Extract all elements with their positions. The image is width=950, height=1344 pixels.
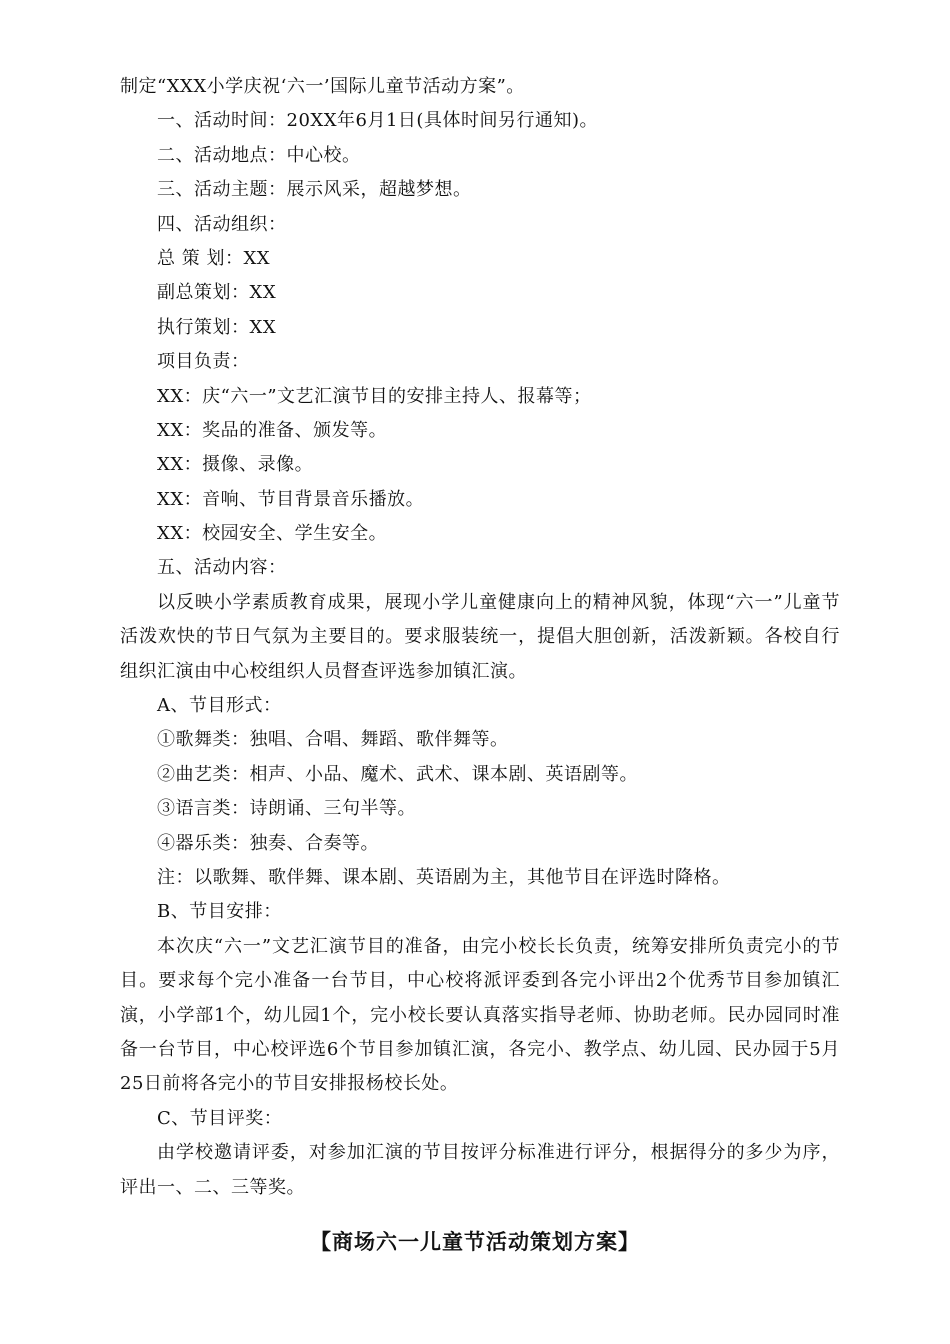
section-b-paragraph: 本次庆“六一”文艺汇演节目的准备，由完小校长长负责，统筹安排所负责完小的节目。要求每个完小准备一台节目，中心校将派评委到各完小评出2个优秀节目参加镇汇演，小学部1个，幼儿园1个，完小校长要认真落实指导老师、协助老师。民办园同时准备一台节目，中心校评选6个节目参加镇汇演，各完小、教学点、幼儿园、民办园于5月25日前将各完小的节目安排报杨校长处。 — [120, 935, 840, 1095]
form-item: ③语言类：诗朗诵、三句半等。 — [157, 798, 416, 820]
next-section-title: 【商场六一儿童节活动策划方案】 — [310, 1229, 640, 1254]
activity-time: 一、活动时间：20XX年6月1日(具体时间另行通知)。 — [157, 110, 598, 132]
activity-place: 二、活动地点：中心校。 — [157, 144, 361, 166]
project-heading: 项目负责： — [157, 351, 250, 373]
section-c-paragraph: 由学校邀请评委，对参加汇演的节目按评分标准进行评分，根据得分的多少为序，评出一、二、三等奖。 — [120, 1142, 840, 1198]
note-line: 注：以歌舞、歌伴舞、课本剧、英语剧为主，其他节目在评选时降格。 — [157, 867, 731, 889]
duty-item: XX：奖品的准备、颁发等。 — [157, 419, 388, 441]
section-c-heading: C、节目评奖： — [157, 1107, 283, 1129]
duty-item: XX：庆“六一”文艺汇演节目的安排主持人、报幕等； — [157, 385, 592, 407]
form-item: ①歌舞类：独唱、合唱、舞蹈、歌伴舞等。 — [157, 729, 509, 751]
content-heading: 五、活动内容： — [157, 557, 287, 579]
section-b-heading: B、节目安排： — [157, 901, 282, 923]
duty-item: XX：音响、节目背景音乐播放。 — [157, 488, 425, 510]
section-a-heading: A、节目形式： — [157, 695, 282, 717]
executive-planner: 执行策划：XX — [157, 316, 277, 338]
duty-item: XX：摄像、录像。 — [157, 454, 314, 476]
activity-theme: 三、活动主题：展示风采，超越梦想。 — [157, 179, 472, 201]
organization-heading: 四、活动组织： — [157, 213, 287, 235]
document-body — [120, 70, 840, 1205]
chief-planner: 总 策 划：XX — [157, 247, 271, 269]
duty-item: XX：校园安全、学生安全。 — [157, 523, 388, 545]
intro-line: 制定“XXX小学庆祝‘六一’国际儿童节活动方案”。 — [120, 76, 525, 97]
form-item: ④器乐类：独奏、合奏等。 — [157, 832, 379, 854]
form-item: ②曲艺类：相声、小品、魔术、武术、课本剧、英语剧等。 — [157, 763, 638, 785]
vice-planner: 副总策划：XX — [157, 282, 277, 304]
content-paragraph: 以反映小学素质教育成果，展现小学儿童健康向上的精神风貌，体现“六一”儿童节活泼欢快的节日气氛为主要目的。要求服装统一，提倡大胆创新，活泼新颖。各校自行组织汇演由中心校组织人员督查评选参加镇汇演。 — [120, 591, 840, 682]
